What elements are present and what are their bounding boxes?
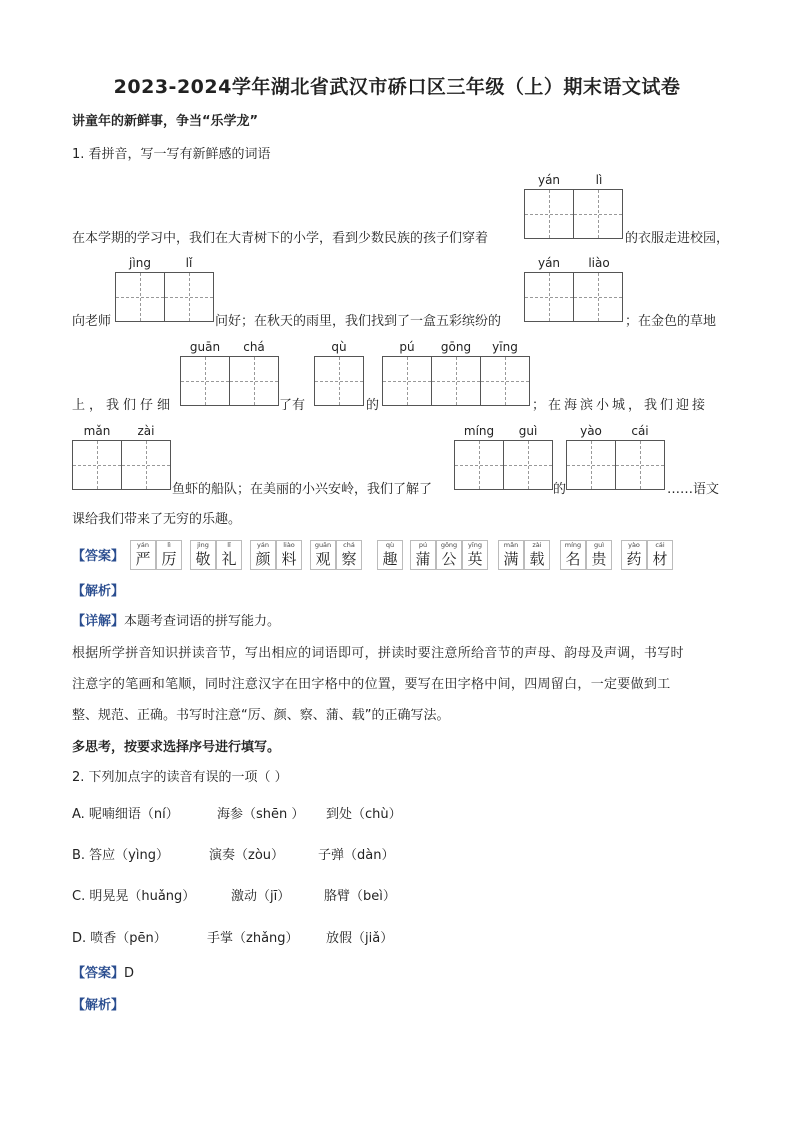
pinyin-label: chá (243, 340, 265, 354)
passage-text: 问好；在秋天的雨里，我们找到了一盒五彩缤纷的 (215, 314, 502, 329)
tianzige-box[interactable] (431, 356, 481, 406)
answer-cell (310, 540, 336, 570)
tianzige-box[interactable] (382, 356, 432, 406)
pinyin-label: gōng (440, 340, 472, 354)
answer-cell (462, 540, 488, 570)
answer-label: 【答案】 (72, 549, 125, 564)
tianzige-box[interactable] (164, 272, 214, 322)
tianzige-box[interactable] (180, 356, 230, 406)
passage-text: 在本学期的学习中，我们在大青树下的小学，看到少数民族的孩子们穿着 (72, 231, 489, 246)
pinyin-label: jìng (129, 256, 151, 270)
option-b-1[interactable]: B. 答应（yìng） (72, 848, 169, 863)
passage-text: 的衣服走进校园， (625, 231, 730, 246)
detail-label: 【详解】 (72, 614, 125, 629)
answer-character: 满 (503, 550, 519, 568)
answer-character: 察 (341, 550, 357, 568)
answer-pinyin: yīng (468, 541, 482, 549)
answer-character: 英 (467, 550, 483, 568)
pinyin-label: mǎn (83, 424, 111, 438)
explanation-line: 注意字的笔画和笔顺，同时注意汉字在田字格中的位置，要写在田字格中间，四周留白，一定要做到工 (72, 677, 671, 692)
passage-text: 了有 (279, 398, 306, 413)
explanation-line: 根据所学拼音知识拼读音节，写出相应的词语即可，拼读时要注意所给音节的声母、韵母及声调，书写时 (72, 646, 684, 661)
answer-pinyin: yán (257, 541, 269, 549)
tianzige-box[interactable] (524, 272, 574, 322)
answer-pinyin: qù (385, 541, 395, 549)
answer-pinyin: jìng (197, 541, 209, 549)
pinyin-label: yīng (492, 340, 518, 354)
passage-text: 的 (553, 482, 567, 497)
page-title: 2023-2024学年湖北省武汉市硚口区三年级（上）期末语文试卷 (113, 76, 681, 98)
tianzige-box[interactable] (480, 356, 530, 406)
answer-character: 颜 (255, 550, 271, 568)
pinyin-label: cái (631, 424, 649, 438)
answer-character: 蒲 (415, 550, 431, 568)
answer-pinyin: chá (343, 541, 355, 549)
pinyin-label: guì (518, 424, 538, 438)
answer-cell (524, 540, 550, 570)
answer-cell (436, 540, 462, 570)
answer-pinyin: yán (137, 541, 149, 549)
pinyin-label: yào (580, 424, 602, 438)
answer-cell (250, 540, 276, 570)
answer-character: 厉 (161, 550, 177, 568)
option-a-3: 到处（chù） (326, 807, 402, 822)
answer-cell (156, 540, 182, 570)
option-b-2: 演奏（zòu） (209, 848, 285, 863)
option-d-1[interactable]: D. 喷香（pēn） (72, 931, 167, 946)
answer-pinyin: guān (314, 541, 332, 549)
option-c-3: 胳臂（beì） (324, 889, 396, 904)
pinyin-label: yán (537, 256, 561, 270)
pinyin-label: zài (137, 424, 155, 438)
pinyin-label: lǐ (185, 256, 193, 270)
passage-text: 向老师 (72, 314, 112, 329)
answer-character: 料 (281, 550, 297, 568)
q2-answer-label: 【答案】 (72, 966, 125, 981)
answer-cell (216, 540, 242, 570)
tianzige-box[interactable] (454, 440, 504, 490)
tianzige-box[interactable] (314, 356, 364, 406)
tianzige-box[interactable] (115, 272, 165, 322)
option-c-2: 激动（jī） (231, 889, 291, 904)
answer-pinyin: pú (418, 541, 428, 549)
explanation-line: 整、规范、正确。书写时注意“厉、颜、察、蒲、载”的正确写法。 (72, 708, 450, 723)
answer-character: 贵 (591, 550, 607, 568)
option-d-2: 手掌（zhǎng） (207, 931, 299, 946)
answer-cell (498, 540, 524, 570)
passage-text: 鱼虾的船队；在美丽的小兴安岭，我们了解了 (172, 482, 433, 497)
answer-cell (410, 540, 436, 570)
tianzige-box[interactable] (229, 356, 279, 406)
option-a-1[interactable]: A. 呢喃细语（ní） (72, 807, 179, 822)
answer-character: 药 (626, 550, 642, 568)
q2-answer-value: D (124, 966, 135, 981)
answer-cell (336, 540, 362, 570)
answer-character: 严 (135, 550, 151, 568)
analysis-label: 【解析】 (72, 584, 125, 599)
answer-cell (647, 540, 673, 570)
answer-character: 敬 (195, 550, 211, 568)
answer-pinyin: míng (564, 541, 582, 549)
answer-character: 材 (652, 550, 668, 568)
tianzige-box[interactable] (524, 189, 574, 239)
tianzige-box[interactable] (566, 440, 616, 490)
pinyin-label: lì (595, 173, 603, 187)
pinyin-label: yán (537, 173, 561, 187)
tianzige-box[interactable] (121, 440, 171, 490)
option-d-3: 放假（jiǎ） (326, 931, 394, 946)
tianzige-box[interactable] (615, 440, 665, 490)
answer-character: 观 (315, 550, 331, 568)
pinyin-label: qù (331, 340, 347, 354)
answer-pinyin: cái (655, 541, 665, 549)
question-1-stem: 1. 看拼音，写一写有新鲜感的词语 (72, 147, 271, 162)
tianzige-box[interactable] (503, 440, 553, 490)
question-2-stem: 2. 下列加点字的读音有误的一项（ ） (72, 770, 288, 785)
pinyin-label: míng (463, 424, 495, 438)
pinyin-label: pú (399, 340, 415, 354)
answer-cell (621, 540, 647, 570)
answer-cell (586, 540, 612, 570)
passage-text: ；在金色的草地 (625, 314, 717, 329)
answer-character: 名 (565, 550, 581, 568)
passage-text: ；在海滨小城，我们迎接 (532, 398, 709, 413)
tianzige-box[interactable] (573, 272, 623, 322)
answer-pinyin: zài (532, 541, 542, 549)
answer-pinyin: lǐ (227, 541, 231, 549)
option-c-1[interactable]: C. 明晃晃（huǎng） (72, 889, 196, 904)
answer-character: 公 (441, 550, 457, 568)
pinyin-label: guān (189, 340, 221, 354)
passage-text: 课给我们带来了无穷的乐趣。 (72, 512, 242, 527)
option-b-3: 子弹（dàn） (318, 848, 395, 863)
tianzige-box[interactable] (573, 189, 623, 239)
q2-analysis-label: 【解析】 (72, 998, 125, 1013)
answer-cell (276, 540, 302, 570)
answer-cell (190, 540, 216, 570)
detail-text: 本题考查词语的拼写能力。 (124, 614, 281, 629)
answer-pinyin: yào (628, 541, 640, 549)
section-heading-1: 讲童年的新鲜事，争当“乐学龙” (72, 114, 259, 129)
answer-pinyin: lì (167, 541, 171, 549)
answer-pinyin: gōng (440, 541, 458, 549)
answer-pinyin: liào (283, 541, 295, 549)
answer-character: 载 (529, 550, 545, 568)
answer-cell (130, 540, 156, 570)
answer-cell (560, 540, 586, 570)
answer-cell (377, 540, 403, 570)
pinyin-label: liào (588, 256, 610, 270)
answer-pinyin: mǎn (503, 541, 519, 549)
passage-text: 的 (366, 398, 380, 413)
passage-text: 上，我们仔细 (72, 398, 175, 413)
option-a-2: 海参（shēn ） (217, 807, 305, 822)
answer-character: 趣 (382, 550, 398, 568)
section-heading-2: 多思考，按要求选择序号进行填写。 (72, 740, 281, 755)
tianzige-box[interactable] (72, 440, 122, 490)
answer-pinyin: guì (593, 541, 605, 549)
passage-text: ……语文 (667, 482, 720, 497)
answer-character: 礼 (221, 550, 237, 568)
